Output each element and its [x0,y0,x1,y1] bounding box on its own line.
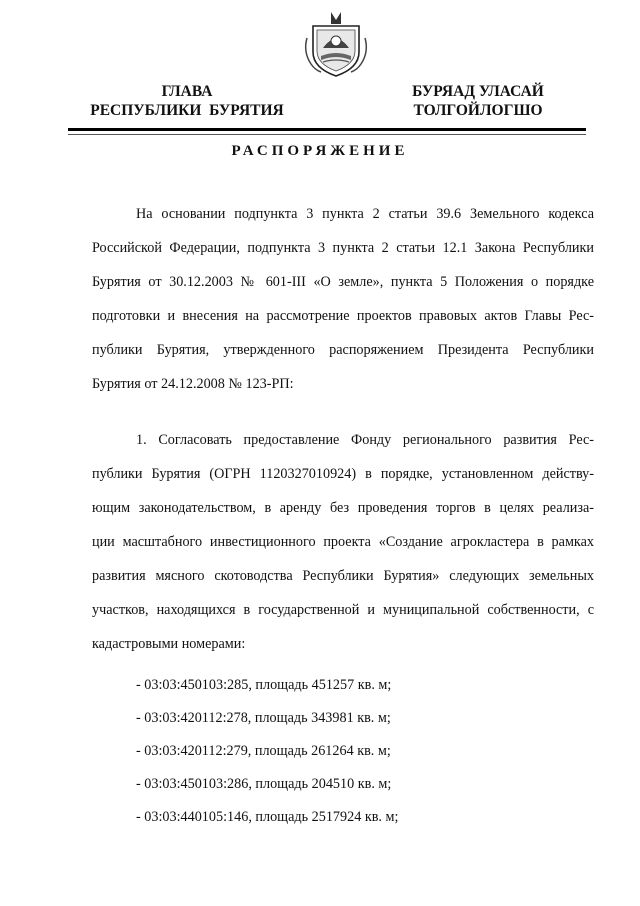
header-right-line1: БУРЯАД УЛАСАЙ [412,83,544,100]
clause-1-paragraph [92,423,594,661]
preamble-line: публики Бурятия, утвержденного распоряжением Президента Республики [92,342,594,358]
preamble-line: На основании подпункта 3 пункта 2 статьи 39.6 Земельного кодекса [136,206,594,222]
clause-1-line: 1. Согласовать предоставление Фонду регионального развития Рес- [136,432,594,448]
parcel-item: - 03:03:450103:285, площадь 451257 кв. м; [136,677,392,693]
preamble-line: подготовки и внесения на рассмотрение проектов правовых актов Главы Рес- [92,308,594,324]
preamble-line: Бурятия от 24.12.2008 № 123-РП: [92,376,294,392]
clause-1-line: ции масштабного инвестиционного проекта «Создание агрокластера в рамках [92,534,594,550]
preamble-line: Российской Федерации, подпункта 3 пункта 2 статьи 12.1 Закона Республики [92,240,594,256]
document-title: РАСПОРЯЖЕНИЕ [231,143,409,159]
parcel-list [136,669,536,834]
clause-1-line: участков, находящихся в государственной и муниципальной собственности, с [92,602,594,618]
clause-1-line: ющим законодательством, в аренду без проведения торгов в целях реализа- [92,500,594,516]
header-left-line1: ГЛАВА [161,83,213,100]
parcel-item: - 03:03:420112:278, площадь 343981 кв. м; [136,710,391,726]
header-left-line2: РЕСПУБЛИКИ БУРЯТИЯ [90,102,284,119]
preamble-line: Бурятия от 30.12.2003 № 601-III «О земле», пункта 5 Положения о порядке [92,274,594,290]
header-divider-thick [68,128,586,131]
preamble-paragraph [92,197,594,401]
clause-1-line: публики Бурятия (ОГРН 1120327010924) в порядке, установленном действу- [92,466,594,482]
clause-1-line: развития мясного скотоводства Республики Бурятия» следующих земельных [92,568,594,584]
clause-1-line: кадастровыми номерами: [92,636,246,652]
coat-of-arms-emblem [301,8,371,80]
emblem-icon [301,8,371,80]
parcel-item: - 03:03:450103:286, площадь 204510 кв. м; [136,776,392,792]
parcel-item: - 03:03:440105:146, площадь 2517924 кв. м; [136,809,399,825]
header-right-line2: ТОЛГОЙЛОГШО [413,102,543,119]
header-divider-thin [68,134,586,135]
header-right [388,82,568,120]
header-left [82,82,292,120]
parcel-item: - 03:03:420112:279, площадь 261264 кв. м; [136,743,391,759]
